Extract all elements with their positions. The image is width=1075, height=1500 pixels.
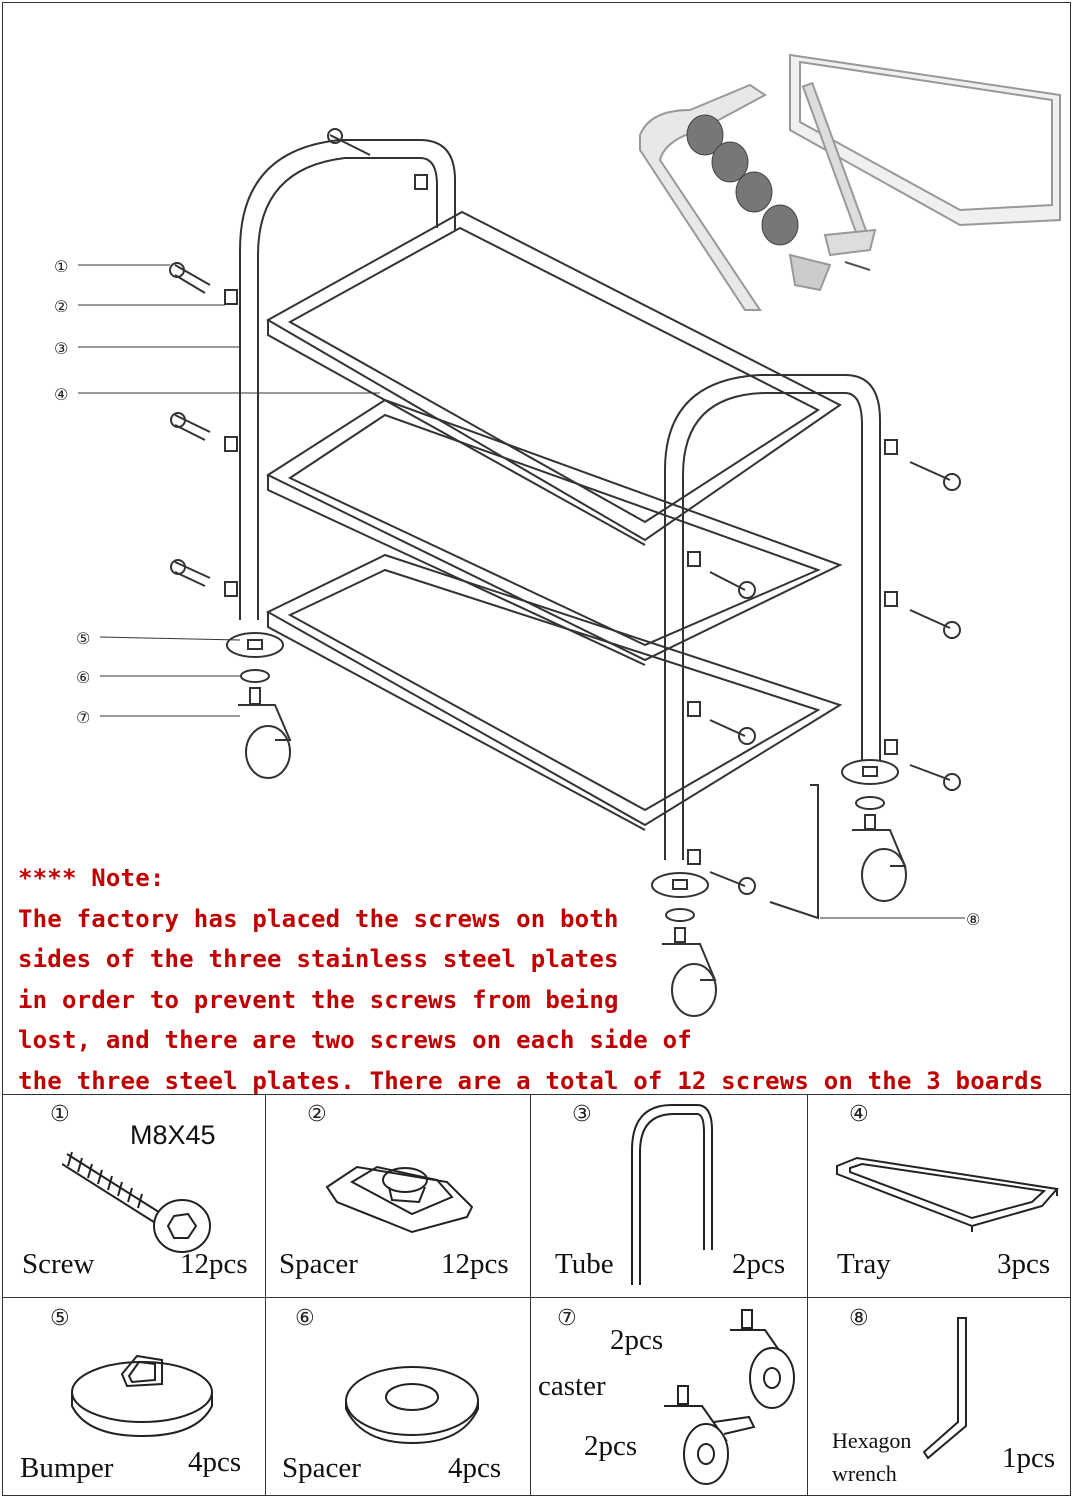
part-name-line2: wrench [832,1461,897,1486]
part-name: Spacer [279,1248,358,1280]
callout-6: ⑥ [76,668,91,687]
front-tube-shape [665,375,880,860]
part-spec: M8X45 [130,1120,216,1150]
part-number: ⑦ [557,1306,577,1331]
part-qty-top: 2pcs [610,1324,664,1356]
note-line: sides of the three stainless steel plates [18,945,619,973]
part-qty-bottom: 2pcs [584,1430,638,1462]
part-name: caster [538,1370,606,1402]
callout-1: ① [54,257,69,276]
screw-icon [62,1144,222,1254]
part-name-line1: Hexagon [832,1428,912,1453]
tube-icon [622,1100,722,1290]
caster-brake-icon [654,1382,764,1492]
note-line: lost, and there are two screws on each side of [18,1026,692,1054]
part-number: ① [50,1102,70,1127]
bumper-icon [67,1344,217,1444]
note-line: The factory has placed the screws on both [18,904,619,933]
part-number: ② [307,1102,327,1127]
part-name: Bumper [20,1452,114,1484]
parts-grid [2,1094,1071,1496]
washer-icon [342,1359,482,1454]
part-qty: 4pcs [188,1446,242,1478]
callout-8: ⑧ [966,910,981,929]
part-name: Screw [22,1248,95,1280]
part-name: Spacer [282,1452,361,1484]
callout-4: ④ [54,385,69,404]
tray-icon [832,1154,1067,1234]
part-name: Tray [837,1248,891,1280]
part-qty: 2pcs [732,1248,786,1280]
hex-wrench-icon [920,1316,980,1466]
grid-divider [2,1297,1071,1298]
part-name: Tube [555,1248,614,1280]
callout-7: ⑦ [76,708,91,727]
callout-5: ⑤ [76,629,91,648]
assembly-note [18,858,1073,1101]
note-line: in order to prevent the screws from being [18,985,619,1014]
product-photo [640,55,1060,310]
callout-3: ③ [54,339,69,358]
part-qty: 4pcs [448,1452,502,1484]
part-number: ④ [849,1102,869,1127]
part-number: ⑧ [849,1306,869,1331]
bracket-spacer-icon [317,1142,477,1237]
grid-divider [530,1094,531,1496]
part-qty: 12pcs [180,1248,248,1280]
part-qty: 12pcs [441,1248,509,1280]
note-heading: **** Note: [18,864,165,892]
note-line: the three steel plates. There are a total of 12 screws on the 3 boards [18,1066,1044,1095]
grid-divider [807,1094,808,1496]
part-qty: 3pcs [997,1248,1051,1280]
part-number: ③ [572,1102,592,1127]
grid-divider [2,1094,1071,1095]
callout-2: ② [54,297,69,316]
part-qty: 1pcs [1002,1442,1056,1474]
part-number: ⑥ [295,1306,315,1331]
grid-divider [265,1094,266,1496]
part-number: ⑤ [50,1306,70,1331]
